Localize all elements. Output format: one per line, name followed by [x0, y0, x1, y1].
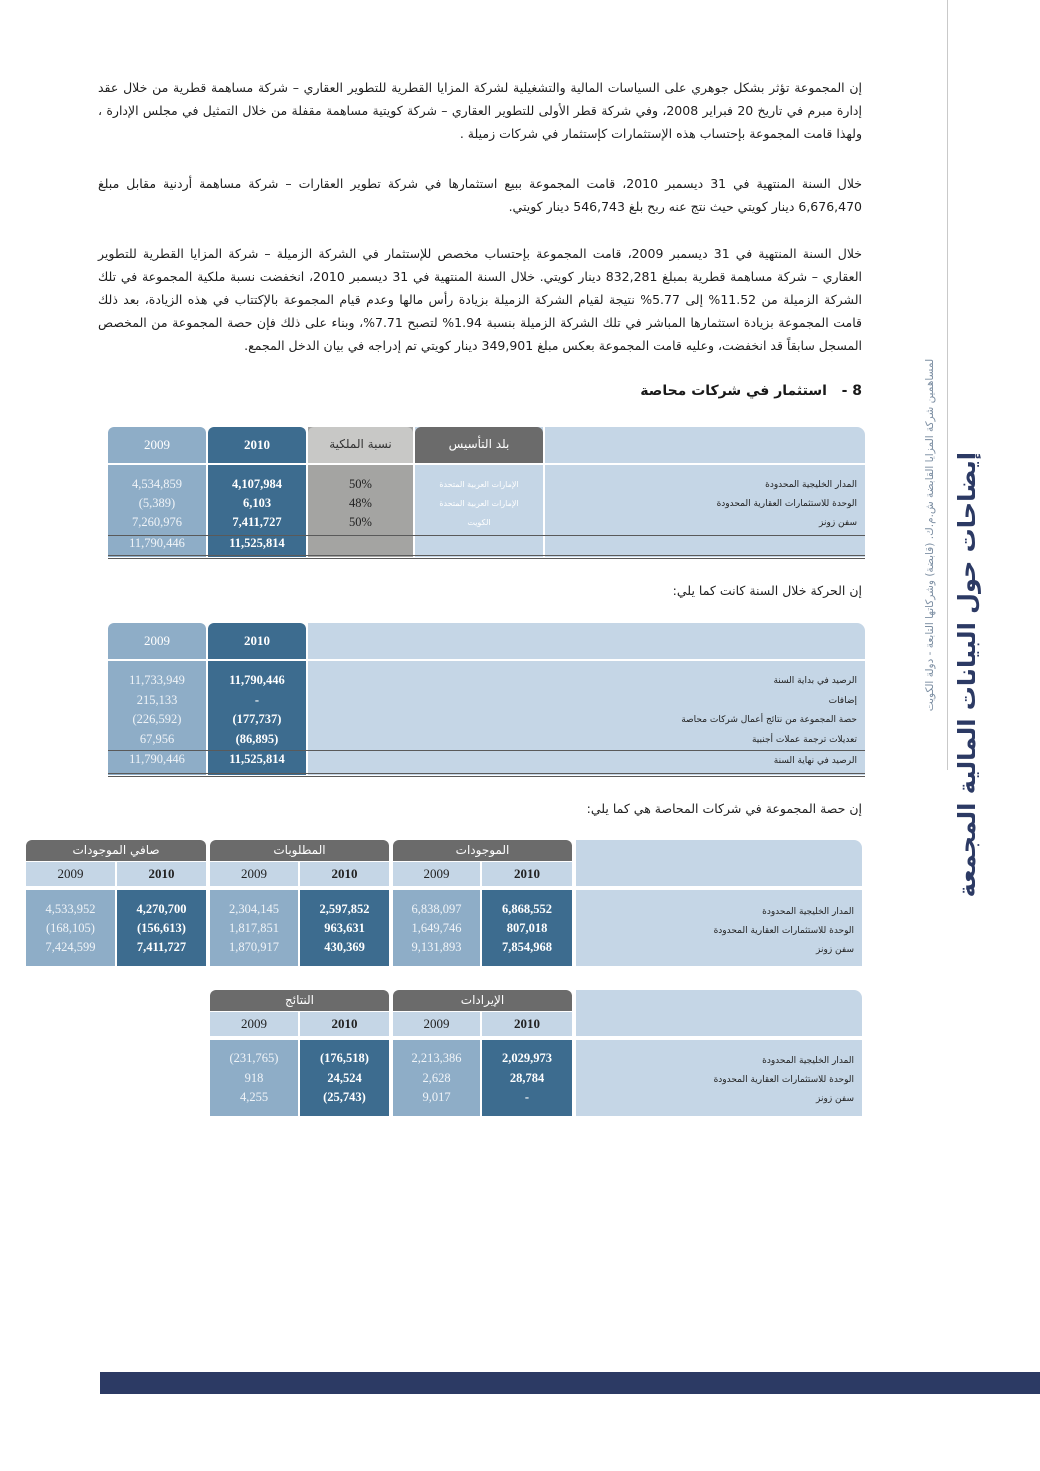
table4-rev-2009: 2,213,386 — [411, 1051, 462, 1065]
table3-net-2009: 4,533,952 — [45, 902, 96, 916]
table2-row-2009: 67,956 — [139, 732, 175, 746]
table2-row-2009: (226,592) — [132, 712, 182, 726]
table2-header-2009: 2009 — [144, 633, 170, 648]
table3-net-2009: (168,105) — [46, 921, 95, 935]
table1-name-column — [545, 427, 865, 557]
table1-row-ownership: 50% — [349, 477, 372, 491]
movement-intro: إن الحركة خلال السنة كانت كما يلي: — [672, 583, 862, 598]
table1-header-ownership: نسبة الملكية — [329, 437, 392, 451]
table2-row-name: الرصيد في بداية السنة — [773, 676, 857, 686]
table3-liab-2010: 963,631 — [324, 921, 365, 935]
table4-rev-2009: 9,017 — [422, 1090, 451, 1104]
paragraph-3: خلال السنة المنتهية في 31 ديسمبر 2009، قامت المجموعة بإحتساب مخصص للإستثمار في الشركة الزميلة – شركة المزايا القطرية للتطوير العقاري – شركة مساهمة قطرية بمبلغ 832,281 دينار كويتي. خلال السنة المنتهية في 31 ديسمبر 2010، انخفضت نسبة ملكية المجموعة في تلك الشركة الزميلة من 11.52% إلى 5.77% نتيجة لقيام الشركة الزميلة بزيادة رأس مالها وعدم قيام المجموعة بالإكتتاب في هذه الزيادة، بعد ذلك قامت المجموعة بزيادة استثمارها المباشر في تلك الشركة الزميلة بنسبة 1.94% لتصبح 7.71%، وبناء على ذلك فإن حصة المجموعة من المخصص المسجل سابقاً قد انخفضت، وعليه قامت المجموعة بعكس مبلغ 349,901 دينار كويتي تم إدراجه في بيان الدخل المجمع. — [98, 246, 863, 353]
table4-res-2009: (231,765) — [229, 1051, 279, 1065]
table3-assets-2010: 6,868,552 — [502, 902, 552, 916]
table1-row-country: الإمارات العربية المتحدة — [439, 480, 519, 489]
share-table-rows — [26, 840, 862, 968]
table1-row-ownership: 50% — [349, 515, 372, 529]
table1-row-country: الكويت — [467, 518, 491, 527]
sidebar-title-block — [924, 300, 1035, 898]
table1-row-2009: 7,260,976 — [132, 515, 182, 529]
table1-header-country: بلد التأسيس — [448, 437, 510, 451]
table4-year-rev-2009: 2009 — [423, 1016, 450, 1031]
table3-liab-2009: 1,817,851 — [229, 921, 279, 935]
table2-total-2010: 11,525,814 — [229, 752, 285, 766]
table3-group-liabilities: المطلوبات — [273, 843, 326, 857]
table3-year-liab-2010: 2010 — [331, 866, 358, 881]
table3-liab-2010: 430,369 — [324, 940, 365, 954]
table2-row-2009: 215,133 — [136, 693, 178, 707]
table4-year-rev-2010: 2010 — [514, 1016, 540, 1031]
table3-year-net-2010: 2010 — [148, 866, 175, 881]
paragraph-1: إن المجموعة تؤثر بشكل جوهري على السياسات المالية والتشغيلية لشركة المزايا القطرية للتطوير العقاري – شركة مساهمة قطرية من خلال عقد إدارة مبرم في تاريخ 20 فبراير 2008، وفي شركة قطر الأولى للتطوير العقاري – شركة كويتية مساهمة مقفلة من خلال التمثيل في مجلس الإدارة ، ولهذا قامت المجموعة بإحتساب هذه الإستثمارات كإستثمار في شركات زميلة . — [98, 80, 862, 141]
sidebar-title: إيضاحات حول البيانات المالية المجمعة — [953, 452, 981, 898]
table1-row-name: سفن زونز — [819, 518, 857, 528]
table2-row-2010: (86,895) — [235, 732, 279, 746]
table2-row-name: حصة المجموعة من نتائج أعمال شركات محاصة — [681, 715, 857, 725]
table4-res-2010: (25,743) — [323, 1090, 366, 1104]
table4-year-res-2009: 2009 — [241, 1016, 267, 1031]
table3-assets-2010: 807,018 — [506, 921, 548, 935]
table3-liab-2009: 2,304,145 — [229, 902, 279, 916]
table4-row-name: سفن زونز — [816, 1094, 854, 1104]
table1-row-name: الوحدة للاستثمارات العقارية المحدودة — [716, 499, 857, 509]
paragraph-2: خلال السنة المنتهية في 31 ديسمبر 2010، قامت المجموعة ببيع استثمارها في شركة تطوير العقارات – شركة مساهمة أردنية مقابل مبلغ 6,676,470 دينار كويتي حيث نتج عنه ربح بلغ 546,743 دينار كويتي. — [98, 176, 863, 214]
table1-row-2009: (5,389) — [138, 496, 176, 510]
table3-row-name: سفن زونز — [816, 945, 854, 955]
table3-net-2010: 7,411,727 — [136, 940, 187, 954]
table1-total-2009: 11,790,446 — [129, 536, 185, 550]
table3-year-assets-2009: 2009 — [423, 866, 450, 881]
section-number: 8 - — [841, 383, 862, 399]
table3-year-assets-2010: 2010 — [514, 866, 540, 881]
table3-liab-2010: 2,597,852 — [319, 902, 370, 916]
table2-row-name: تعديلات ترجمة عملات أجنبية — [751, 735, 857, 745]
table1-row-2010: 6,103 — [242, 496, 272, 510]
movement-table — [108, 623, 865, 778]
table3-group-assets: الموجودات — [455, 843, 510, 857]
table4-group-results: النتائج — [285, 993, 314, 1007]
section-heading — [640, 383, 862, 399]
table2-total-name: الرصيد في نهاية السنة — [773, 756, 857, 766]
table2-total-2009: 11,790,446 — [129, 752, 185, 766]
table2-row-2010: (177,737) — [232, 712, 282, 726]
table4-rev-2009: 2,628 — [422, 1071, 451, 1085]
table3-assets-2010: 7,854,968 — [502, 940, 552, 954]
table4-year-res-2010: 2010 — [331, 1016, 358, 1031]
table4-row-name: المدار الخليجية المحدودة — [762, 1056, 854, 1066]
table4-res-2010: (176,518) — [320, 1051, 369, 1065]
footer-bar — [100, 1372, 1040, 1394]
table1-row-ownership: 48% — [349, 496, 372, 510]
table2-row-2010: - — [254, 693, 260, 707]
table3-row-name: المدار الخليجية المحدودة — [762, 907, 854, 917]
table4-rev-2010: 28,784 — [509, 1071, 545, 1085]
table4-res-2010: 24,524 — [327, 1071, 362, 1085]
table3-group-net-assets: صافي الموجودات — [72, 843, 160, 857]
table3-assets-2009: 1,649,746 — [411, 921, 462, 935]
table2-row-2010: 11,790,446 — [229, 673, 285, 687]
sidebar-subtitle: لمساهمين شركة المزايا القابضة ش.م.ك. (قابضة) وشركاتها التابعة - دولة الكويت — [924, 358, 936, 712]
table4-row-name: الوحدة للاستثمارات العقارية المحدودة — [713, 1075, 854, 1085]
table3-assets-2009: 6,838,097 — [411, 902, 462, 916]
table3-year-net-2009: 2009 — [57, 866, 84, 881]
table3-liab-2009: 1,870,917 — [229, 940, 279, 954]
table4-rev-2010: 2,029,973 — [502, 1051, 552, 1065]
investment-table — [108, 427, 865, 559]
table1-row-2010: 7,411,727 — [232, 515, 282, 529]
table3-net-2010: (156,613) — [137, 921, 186, 935]
table1-row-country: الإمارات العربية المتحدة — [439, 499, 519, 508]
table4-group-revenue: الإيرادات — [460, 993, 505, 1007]
table3-assets-2009: 9,131,893 — [411, 940, 462, 954]
section-title: استثمار في شركات محاصة — [640, 383, 827, 399]
table2-row-name: إضافات — [828, 696, 857, 706]
table3-net-2009: 7,424,599 — [45, 940, 96, 954]
results-table — [210, 990, 862, 1118]
share-intro: إن حصة المجموعة في شركات المحاصة هي كما يلي: — [586, 801, 862, 816]
table3-row-name: الوحدة للاستثمارات العقارية المحدودة — [713, 926, 854, 936]
table1-total-2010: 11,525,814 — [229, 536, 285, 550]
table4-rev-2010: - — [524, 1090, 530, 1104]
table4-res-2009: 4,255 — [239, 1090, 269, 1104]
table1-row-2010: 4,107,984 — [232, 477, 282, 491]
table3-year-liab-2009: 2009 — [241, 866, 267, 881]
table1-header-2010: 2010 — [244, 437, 270, 452]
table4-res-2009: 918 — [244, 1071, 264, 1085]
table2-header-2010: 2010 — [244, 633, 270, 648]
table1-header-2009: 2009 — [144, 437, 170, 452]
table1-row-2009: 4,534,859 — [132, 477, 182, 491]
table1-row-name: المدار الخليجية المحدودة — [765, 480, 857, 490]
table2-row-2009: 11,733,949 — [129, 673, 185, 687]
table3-net-2010: 4,270,700 — [136, 902, 187, 916]
